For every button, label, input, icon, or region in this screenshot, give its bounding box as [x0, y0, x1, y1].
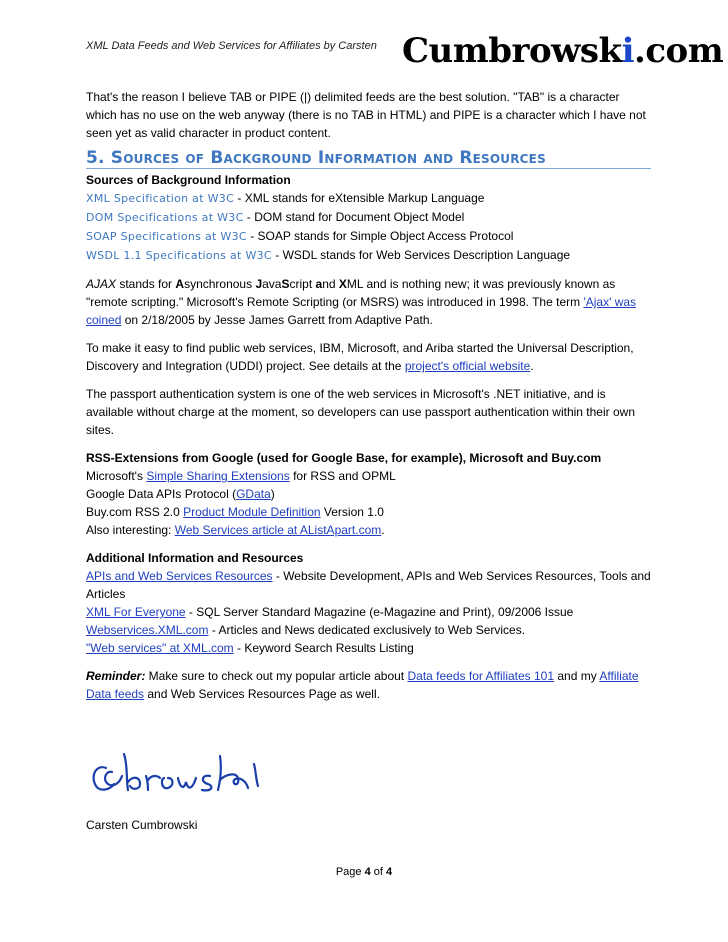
spec-desc: - SOAP stands for Simple Object Access Protocol: [246, 229, 514, 243]
document-body: [86, 88, 651, 713]
rss-line: [86, 521, 651, 539]
text: synchronous: [184, 277, 256, 291]
alistapart-link[interactable]: Web Services article at AListApart.com: [174, 523, 382, 537]
ajax-paragraph: [86, 275, 651, 329]
rss-line: [86, 467, 651, 485]
acronym-letter: X: [338, 277, 347, 291]
resource-line: [86, 567, 651, 603]
text: on 2/18/2005 by Jesse James Garrett from Adaptive Path.: [121, 313, 433, 327]
uddi-paragraph: [86, 339, 651, 375]
spec-desc: - WSDL stands for Web Services Description Language: [271, 248, 571, 262]
text: and Web Services Resources Page as well.: [144, 687, 380, 701]
wsdl-spec-link[interactable]: WSDL 1.1 Specifications at W3C: [86, 249, 272, 262]
text: Google Data APIs Protocol (: [86, 487, 237, 501]
resource-line: [86, 603, 651, 621]
passport-paragraph: The passport authentication system is one of the web services in Microsoft's .NET initiative, and is available without charge at the moment, so developers can use passport authentication within their own sites.: [86, 387, 635, 437]
logo-suffix: .com: [634, 31, 724, 71]
acronym-letter: a: [315, 277, 323, 291]
text: Make sure to check out my popular article about: [145, 669, 408, 683]
section-heading: 5. Sources of Background Information and Resources: [86, 149, 651, 169]
acronym-letter: S: [281, 277, 290, 291]
rss-line: [86, 503, 651, 521]
text: - SQL Server Standard Magazine (e-Magazine and Print), 09/2006 Issue: [185, 605, 574, 619]
additional-heading: Additional Information and Resources: [86, 551, 304, 565]
background-sources: [86, 171, 651, 265]
reminder-label: Reminder:: [86, 669, 146, 683]
spec-line: [86, 208, 651, 227]
data-feeds-101-link[interactable]: Data feeds for Affiliates 101: [407, 669, 555, 683]
intro-paragraph: That's the reason I believe TAB or PIPE (|) delimited feeds are the best solution. "TAB" is a character which has no use on the web anyway (there is no TAB in HTML) and PIPE is a character which I have not seen yet as valid character in product content.: [86, 90, 646, 140]
product-module-link[interactable]: Product Module Definition: [183, 505, 321, 519]
text: ML and is nothing new; it was previously known as "remote scripting." Microsoft's Remote Scripting (or MSRS) was introduced in 1998. The term: [86, 277, 616, 309]
page-header: [86, 31, 724, 83]
text: - Articles and News dedicated exclusively to Web Services.: [208, 623, 526, 637]
acronym-letter: A: [175, 277, 185, 291]
apis-resources-link[interactable]: APIs and Web Services Resources: [86, 569, 273, 583]
logo-i: i: [621, 31, 635, 71]
handwritten-signature: [88, 746, 288, 806]
ajax-term: AJAX: [86, 277, 117, 291]
text: To make it easy to find public web services, IBM, Microsoft, and Ariba started the Universal Description, Discovery and Integration (UDDI) project. See details at the: [86, 341, 634, 373]
site-logo: [402, 31, 723, 71]
resource-line: [86, 639, 651, 657]
rss-extensions: [86, 449, 651, 539]
text: cript: [289, 277, 316, 291]
dom-spec-link[interactable]: DOM Specifications at W3C: [86, 211, 244, 224]
text: and my: [554, 669, 600, 683]
text: ava: [262, 277, 282, 291]
of-label: of: [370, 866, 387, 878]
text: .: [530, 359, 534, 373]
affiliate-data-feeds-link[interactable]: Affiliate Data feeds: [86, 669, 639, 701]
spec-line: [86, 189, 651, 208]
current-page: 4: [364, 866, 371, 878]
page-footer: [0, 866, 728, 878]
acronym-letter: J: [255, 277, 263, 291]
spec-line: [86, 246, 651, 265]
page-label: Page: [335, 866, 365, 878]
uddi-website-link[interactable]: project's official website: [404, 359, 531, 373]
sources-subheading: Sources of Background Information: [86, 173, 291, 187]
text: ): [270, 487, 275, 501]
gdata-link[interactable]: GData: [236, 487, 271, 501]
spec-desc: - XML stands for eXtensible Markup Language: [234, 191, 485, 205]
text: stands for: [116, 277, 176, 291]
rss-heading: RSS-Extensions from Google (used for Google Base, for example), Microsoft and Buy.com: [86, 451, 602, 465]
logo-main: Cumbrowsk: [402, 31, 622, 71]
spec-line: [86, 227, 651, 246]
webservices-xml-link[interactable]: Webservices.XML.com: [86, 623, 209, 637]
header-title: XML Data Feeds and Web Services for Affiliates by Carsten: [86, 40, 377, 52]
text: for RSS and OPML: [289, 469, 396, 483]
text: Buy.com RSS 2.0: [86, 505, 184, 519]
text: Version 1.0: [320, 505, 384, 519]
text: .: [381, 523, 385, 537]
signature-name: Carsten Cumbrowski: [86, 818, 198, 832]
resource-line: [86, 621, 651, 639]
sse-link[interactable]: Simple Sharing Extensions: [146, 469, 290, 483]
additional-resources: [86, 549, 651, 657]
text: Microsoft's: [86, 469, 147, 483]
text: - Keyword Search Results Listing: [233, 641, 414, 655]
text: - Website Development, APIs and Web Services Resources, Tools and Articles: [86, 569, 651, 601]
rss-line: [86, 485, 651, 503]
total-pages: 4: [386, 866, 393, 878]
xml-spec-link[interactable]: XML Specification at W3C: [86, 192, 235, 205]
web-services-xml-com-link[interactable]: "Web services" at XML.com: [86, 641, 234, 655]
spec-desc: - DOM stand for Document Object Model: [243, 210, 465, 224]
xml-for-everyone-link[interactable]: XML For Everyone: [86, 605, 186, 619]
text: Also interesting:: [86, 523, 175, 537]
ajax-coined-link[interactable]: 'Ajax' was coined: [86, 295, 637, 327]
reminder-paragraph: [86, 667, 651, 703]
soap-spec-link[interactable]: SOAP Specifications at W3C: [86, 230, 247, 243]
text: nd: [322, 277, 339, 291]
